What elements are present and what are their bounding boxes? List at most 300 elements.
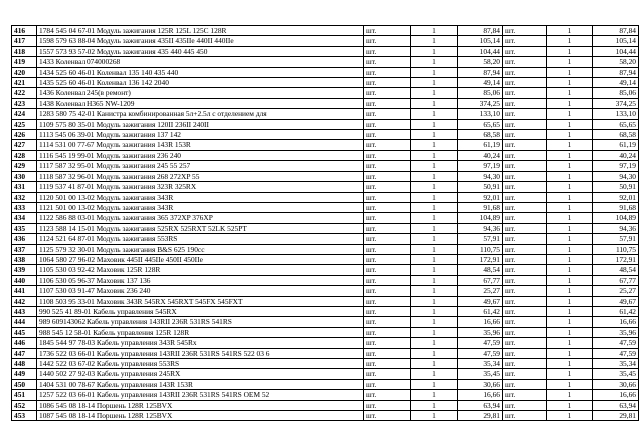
quantity-cell: 1 [411,223,458,233]
quantity-cell: 1 [411,379,458,389]
row-number: 434 [12,213,37,223]
price-cell: 50,91 [458,182,503,192]
row-number: 421 [12,78,37,88]
row-number: 419 [12,57,37,67]
sum-cell: 58,20 [593,57,639,67]
sum-cell: 35,96 [593,327,639,337]
row-number: 453 [12,411,37,421]
item-name: 1064 580 27 96-02 Маховик 445II 445IIe 450II 450IIe [37,254,364,264]
row-number: 445 [12,327,37,337]
price-cell: 104,89 [458,213,503,223]
quantity-cell: 1 [411,109,458,119]
unit-cell: шт. [364,296,411,306]
quantity-cell: 1 [411,411,458,421]
unit-cell: шт. [364,171,411,181]
row-number: 427 [12,140,37,150]
item-name: 1283 580 75 42-01 Канистра комбинированная 5л+2.5л с отделением для [37,109,364,119]
unit-cell-2: шт. [503,98,547,108]
item-name: 1105 530 03 92-42 Маховик 125R 128R [37,265,364,275]
quantity-cell-2: 1 [547,140,593,150]
item-name: 1784 545 04 67-01 Модуль зажигания 125R 125L 125C 128R [37,26,364,36]
price-cell: 97,19 [458,161,503,171]
price-cell: 87,84 [458,26,503,36]
unit-cell: шт. [364,275,411,285]
price-cell: 16,66 [458,317,503,327]
sum-cell: 68,58 [593,130,639,140]
unit-cell: шт. [364,130,411,140]
quantity-cell: 1 [411,306,458,316]
quantity-cell-2: 1 [547,379,593,389]
sum-cell: 172,91 [593,254,639,264]
inventory-table-body [12,26,639,421]
table-row [12,390,639,400]
quantity-cell-2: 1 [547,78,593,88]
row-number: 446 [12,338,37,348]
quantity-cell-2: 1 [547,57,593,67]
price-cell: 91,68 [458,202,503,212]
unit-cell: шт. [364,411,411,421]
row-number: 435 [12,223,37,233]
item-name: 1120 501 00 13-02 Модуль зажигания 343R [37,192,364,202]
price-cell: 68,58 [458,130,503,140]
unit-cell-2: шт. [503,306,547,316]
price-cell: 94,36 [458,223,503,233]
quantity-cell-2: 1 [547,369,593,379]
unit-cell-2: шт. [503,26,547,36]
price-cell: 61,42 [458,306,503,316]
quantity-cell: 1 [411,202,458,212]
table-row [12,296,639,306]
row-number: 439 [12,265,37,275]
item-name: 1106 530 05 96-37 Маховик 137 136 [37,275,364,285]
price-cell: 49,14 [458,78,503,88]
unit-cell-2: шт. [503,390,547,400]
inventory-table [11,25,639,421]
unit-cell: шт. [364,202,411,212]
quantity-cell-2: 1 [547,306,593,316]
quantity-cell: 1 [411,46,458,56]
price-cell: 67,77 [458,275,503,285]
unit-cell-2: шт. [503,400,547,410]
item-name: 1257 522 03 66-01 Кабель управления 143RII 236R 531RS 541RS OEM 52 [37,390,364,400]
sum-cell: 91,68 [593,202,639,212]
table-row [12,275,639,285]
row-number: 416 [12,26,37,36]
quantity-cell-2: 1 [547,182,593,192]
unit-cell-2: шт. [503,202,547,212]
item-name: 1436 Коленвал 245(в ремонт) [37,88,364,98]
unit-cell-2: шт. [503,213,547,223]
quantity-cell-2: 1 [547,296,593,306]
quantity-cell: 1 [411,244,458,254]
quantity-cell: 1 [411,286,458,296]
unit-cell-2: шт. [503,36,547,46]
unit-cell: шт. [364,78,411,88]
table-row [12,67,639,77]
sum-cell: 35,45 [593,369,639,379]
unit-cell: шт. [364,67,411,77]
item-name: 1438 Коленвал Н365 NW-1209 [37,98,364,108]
unit-cell-2: шт. [503,67,547,77]
sum-cell: 35,34 [593,359,639,369]
price-cell: 374,25 [458,98,503,108]
quantity-cell: 1 [411,400,458,410]
sum-cell: 94,36 [593,223,639,233]
unit-cell: шт. [364,109,411,119]
sum-cell: 48,54 [593,265,639,275]
unit-cell: шт. [364,46,411,56]
table-row [12,369,639,379]
unit-cell-2: шт. [503,244,547,254]
sum-cell: 16,66 [593,317,639,327]
price-cell: 29,81 [458,411,503,421]
sum-cell: 110,75 [593,244,639,254]
row-number: 428 [12,150,37,160]
unit-cell-2: шт. [503,369,547,379]
price-cell: 47,59 [458,348,503,358]
table-row [12,171,639,181]
unit-cell: шт. [364,57,411,67]
sum-cell: 133,10 [593,109,639,119]
price-cell: 57,91 [458,234,503,244]
quantity-cell: 1 [411,182,458,192]
sum-cell: 61,19 [593,140,639,150]
sum-cell: 94,30 [593,171,639,181]
unit-cell-2: шт. [503,182,547,192]
table-row [12,411,639,421]
item-name: 1736 522 03 66-01 Кабель управления 143RII 236R 531RS 541RS 522 03 6 [37,348,364,358]
price-cell: 58,20 [458,57,503,67]
price-cell: 35,34 [458,359,503,369]
quantity-cell: 1 [411,161,458,171]
price-cell: 110,75 [458,244,503,254]
table-row [12,119,639,129]
quantity-cell: 1 [411,213,458,223]
unit-cell-2: шт. [503,192,547,202]
item-name: 1122 586 88 03-01 Модуль зажигания 365 372XP 376XP [37,213,364,223]
unit-cell-2: шт. [503,359,547,369]
row-number: 429 [12,161,37,171]
row-number: 420 [12,67,37,77]
unit-cell-2: шт. [503,254,547,264]
table-row [12,140,639,150]
unit-cell-2: шт. [503,150,547,160]
price-cell: 133,10 [458,109,503,119]
table-row [12,254,639,264]
quantity-cell-2: 1 [547,36,593,46]
table-row [12,359,639,369]
row-number: 448 [12,359,37,369]
unit-cell-2: шт. [503,286,547,296]
quantity-cell-2: 1 [547,411,593,421]
item-name: 1123 588 14 15-01 Модуль зажигания 525RX 525RXT 52LK 525PT [37,223,364,233]
unit-cell-2: шт. [503,57,547,67]
unit-cell-2: шт. [503,338,547,348]
quantity-cell-2: 1 [547,213,593,223]
table-row [12,338,639,348]
quantity-cell: 1 [411,171,458,181]
unit-cell: шт. [364,26,411,36]
unit-cell: шт. [364,182,411,192]
quantity-cell-2: 1 [547,130,593,140]
quantity-cell: 1 [411,327,458,337]
item-name: 988 545 12 58-01 Кабель управления 125R 128R [37,327,364,337]
price-cell: 94,30 [458,171,503,181]
sum-cell: 50,91 [593,182,639,192]
item-name: 1433 Коленвал 074000268 [37,57,364,67]
row-number: 423 [12,98,37,108]
row-number: 447 [12,348,37,358]
unit-cell: шт. [364,306,411,316]
unit-cell: шт. [364,150,411,160]
quantity-cell-2: 1 [547,275,593,285]
row-number: 442 [12,296,37,306]
unit-cell: шт. [364,379,411,389]
unit-cell-2: шт. [503,411,547,421]
quantity-cell: 1 [411,119,458,129]
price-cell: 172,91 [458,254,503,264]
item-name: 1107 530 03 91-47 Маховик 236 240 [37,286,364,296]
unit-cell: шт. [364,359,411,369]
price-cell: 30,66 [458,379,503,389]
sum-cell: 29,81 [593,411,639,421]
quantity-cell: 1 [411,140,458,150]
quantity-cell-2: 1 [547,359,593,369]
row-number: 451 [12,390,37,400]
quantity-cell-2: 1 [547,171,593,181]
quantity-cell: 1 [411,36,458,46]
quantity-cell: 1 [411,234,458,244]
quantity-cell: 1 [411,67,458,77]
quantity-cell-2: 1 [547,26,593,36]
unit-cell: шт. [364,348,411,358]
unit-cell-2: шт. [503,317,547,327]
unit-cell-2: шт. [503,223,547,233]
quantity-cell: 1 [411,338,458,348]
table-row [12,348,639,358]
sum-cell: 47,59 [593,338,639,348]
price-cell: 87,94 [458,67,503,77]
unit-cell: шт. [364,140,411,150]
quantity-cell: 1 [411,296,458,306]
quantity-cell: 1 [411,57,458,67]
item-name: 1845 544 97 78-03 Кабель управления 343R 545Rx [37,338,364,348]
row-number: 438 [12,254,37,264]
unit-cell: шт. [364,286,411,296]
sum-cell: 67,77 [593,275,639,285]
sum-cell: 104,89 [593,213,639,223]
sum-cell: 92,01 [593,192,639,202]
table-row [12,78,639,88]
unit-cell: шт. [364,338,411,348]
row-number: 426 [12,130,37,140]
unit-cell-2: шт. [503,296,547,306]
sum-cell: 30,66 [593,379,639,389]
unit-cell-2: шт. [503,88,547,98]
quantity-cell: 1 [411,192,458,202]
quantity-cell-2: 1 [547,119,593,129]
unit-cell: шт. [364,213,411,223]
row-number: 437 [12,244,37,254]
item-name: 1118 587 32 96-01 Модуль зажигания 268 272XP 55 [37,171,364,181]
quantity-cell-2: 1 [547,98,593,108]
quantity-cell: 1 [411,317,458,327]
unit-cell: шт. [364,390,411,400]
quantity-cell: 1 [411,88,458,98]
unit-cell: шт. [364,119,411,129]
item-name: 1440 502 27 92-03 Кабель управления 245RX [37,369,364,379]
table-row [12,88,639,98]
quantity-cell: 1 [411,369,458,379]
quantity-cell-2: 1 [547,223,593,233]
table-row [12,109,639,119]
unit-cell-2: шт. [503,46,547,56]
quantity-cell-2: 1 [547,286,593,296]
quantity-cell-2: 1 [547,202,593,212]
item-name: 1121 501 00 13-02 Модуль зажигания 343R [37,202,364,212]
table-row [12,379,639,389]
unit-cell: шт. [364,98,411,108]
item-name: 1117 587 32 95-01 Модуль зажигания 245 55 257 [37,161,364,171]
sum-cell: 65,65 [593,119,639,129]
quantity-cell: 1 [411,254,458,264]
price-cell: 16,66 [458,390,503,400]
price-cell: 48,54 [458,265,503,275]
quantity-cell: 1 [411,98,458,108]
table-row [12,161,639,171]
row-number: 431 [12,182,37,192]
unit-cell-2: шт. [503,234,547,244]
unit-cell: шт. [364,36,411,46]
table-row [12,286,639,296]
unit-cell-2: шт. [503,171,547,181]
sum-cell: 87,94 [593,67,639,77]
sum-cell: 25,27 [593,286,639,296]
sum-cell: 16,66 [593,390,639,400]
table-row [12,36,639,46]
unit-cell: шт. [364,317,411,327]
unit-cell-2: шт. [503,348,547,358]
quantity-cell-2: 1 [547,109,593,119]
table-row [12,182,639,192]
row-number: 418 [12,46,37,56]
table-row [12,98,639,108]
quantity-cell: 1 [411,26,458,36]
quantity-cell-2: 1 [547,192,593,202]
price-cell: 65,65 [458,119,503,129]
row-number: 452 [12,400,37,410]
item-name: 1119 537 41 87-01 Модуль зажигания 323R 325RX [37,182,364,192]
sum-cell: 104,44 [593,46,639,56]
quantity-cell-2: 1 [547,317,593,327]
row-number: 430 [12,171,37,181]
quantity-cell-2: 1 [547,400,593,410]
item-name: 1404 531 00 78-67 Кабель управления 143R 153R [37,379,364,389]
table-row [12,400,639,410]
table-row [12,223,639,233]
quantity-cell-2: 1 [547,150,593,160]
item-name: 1434 525 60 46-01 Коленвал 135 140 435 440 [37,67,364,77]
unit-cell: шт. [364,400,411,410]
price-cell: 35,45 [458,369,503,379]
price-cell: 35,96 [458,327,503,337]
unit-cell-2: шт. [503,265,547,275]
row-number: 440 [12,275,37,285]
quantity-cell-2: 1 [547,327,593,337]
quantity-cell: 1 [411,390,458,400]
item-name: 989 609143062 Кабель управления 143RII 236R 531RS 541RS [37,317,364,327]
item-name: 1114 531 00 77-67 Модуль зажигания 143R 153R [37,140,364,150]
unit-cell: шт. [364,265,411,275]
unit-cell: шт. [364,244,411,254]
quantity-cell-2: 1 [547,348,593,358]
unit-cell: шт. [364,223,411,233]
table-row [12,46,639,56]
unit-cell: шт. [364,369,411,379]
quantity-cell: 1 [411,348,458,358]
sum-cell: 47,59 [593,348,639,358]
unit-cell-2: шт. [503,130,547,140]
price-cell: 47,59 [458,338,503,348]
table-row [12,57,639,67]
table-row [12,317,639,327]
quantity-cell-2: 1 [547,161,593,171]
table-row [12,202,639,212]
quantity-cell: 1 [411,150,458,160]
sum-cell: 97,19 [593,161,639,171]
unit-cell-2: шт. [503,119,547,129]
item-name: 1086 545 08 18-14 Поршень 128R 125BVX [37,400,364,410]
table-row [12,213,639,223]
unit-cell-2: шт. [503,379,547,389]
sum-cell: 61,42 [593,306,639,316]
quantity-cell-2: 1 [547,390,593,400]
row-number: 432 [12,192,37,202]
item-name: 1113 545 06 39-01 Модуль зажигания 137 142 [37,130,364,140]
item-name: 1125 579 32 30-01 Модуль зажигания B&S 625 190cc [37,244,364,254]
unit-cell: шт. [364,254,411,264]
sum-cell: 374,25 [593,98,639,108]
row-number: 449 [12,369,37,379]
row-number: 450 [12,379,37,389]
quantity-cell: 1 [411,359,458,369]
quantity-cell-2: 1 [547,265,593,275]
sum-cell: 63,94 [593,400,639,410]
sum-cell: 49,14 [593,78,639,88]
unit-cell: шт. [364,161,411,171]
row-number: 417 [12,36,37,46]
quantity-cell-2: 1 [547,234,593,244]
unit-cell: шт. [364,192,411,202]
sum-cell: 40,24 [593,150,639,160]
price-cell: 63,94 [458,400,503,410]
quantity-cell-2: 1 [547,338,593,348]
unit-cell-2: шт. [503,109,547,119]
row-number: 424 [12,109,37,119]
row-number: 444 [12,317,37,327]
table-row [12,327,639,337]
table-row [12,150,639,160]
price-cell: 61,19 [458,140,503,150]
unit-cell: шт. [364,234,411,244]
sum-cell: 49,67 [593,296,639,306]
item-name: 1442 522 03 67-02 Кабель управления 553RS [37,359,364,369]
quantity-cell-2: 1 [547,254,593,264]
item-name: 1116 545 19 99-01 Модуль зажигания 236 240 [37,150,364,160]
price-cell: 92,01 [458,192,503,202]
sum-cell: 87,84 [593,26,639,36]
table-row [12,130,639,140]
